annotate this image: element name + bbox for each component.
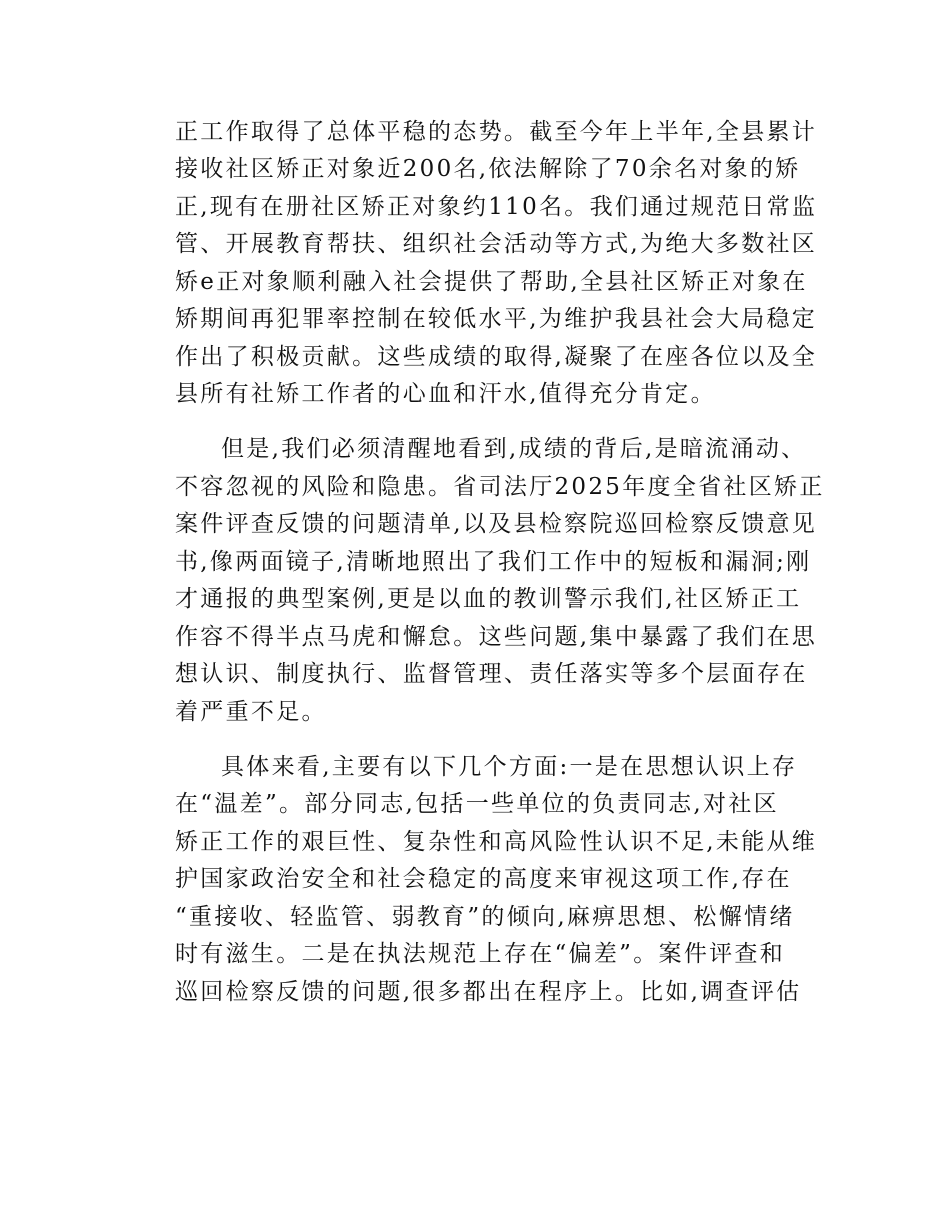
text-line: 才通报的典型案例,更是以血的教训警示我们,社区矫正工 <box>175 586 802 612</box>
text-line: 着严重不足。 <box>175 699 327 725</box>
text-line: 具体来看,主要有以下几个方面:一是在思想认识上存 <box>221 754 798 780</box>
text-line: 但是,我们必须清醒地看到,成绩的背后,是暗流涌动、 <box>221 436 807 462</box>
text-line: 在“温差”。部分同志,包括一些单位的负责同志,对社区 <box>175 791 779 817</box>
text-line: 正工作取得了总体平稳的态势。截至今年上半年,全县累计 <box>175 119 818 145</box>
text-line: 县所有社矫工作者的心血和汗水,值得充分肯定。 <box>175 381 716 407</box>
text-line: 不容忽视的风险和隐患。省司法厅2025年度全省社区矫正 <box>175 474 825 500</box>
text-line: 正,现有在册社区矫正对象约110名。我们通过规范日常监 <box>175 194 818 220</box>
text-line: 接收社区矫正对象近200名,依法解除了70余名对象的矫 <box>175 156 801 182</box>
text-line: 护国家政治安全和社会稳定的高度来审视这项工作,存在 <box>175 866 792 892</box>
text-line: 作出了积极贡献。这些成绩的取得,凝聚了在座各位以及全 <box>175 344 818 370</box>
text-line: 想认识、制度执行、监督管理、责任落实等多个层面存在 <box>175 661 808 687</box>
text-line: 矫正工作的艰巨性、复杂性和高风险性认识不足,未能从维 <box>175 829 818 855</box>
text-line: 作容不得半点马虎和懈怠。这些问题,集中暴露了我们在思 <box>175 624 818 650</box>
text-line: “重接收、轻监管、弱教育”的倾向,麻痹思想、松懈情绪 <box>175 904 795 930</box>
text-line: 巡回检察反馈的问题,很多都出在程序上。比如,调查评估 <box>175 979 802 1005</box>
text-line: 管、开展教育帮扶、组织社会活动等方式,为绝大多数社区 <box>175 231 818 257</box>
text-line: 矫e正对象顺利融入社会提供了帮助,全县社区矫正对象在 <box>175 269 808 295</box>
text-line: 书,像两面镜子,清晰地照出了我们工作中的短板和漏洞;刚 <box>175 549 812 575</box>
text-line: 时有滋生。二是在执法规范上存在“偏差”。案件评查和 <box>175 941 786 967</box>
text-line: 案件评查反馈的问题清单,以及县检察院巡回检察反馈意见 <box>175 511 818 537</box>
text-line: 矫期间再犯罪率控制在较低水平,为维护我县社会大局稳定 <box>175 306 818 332</box>
